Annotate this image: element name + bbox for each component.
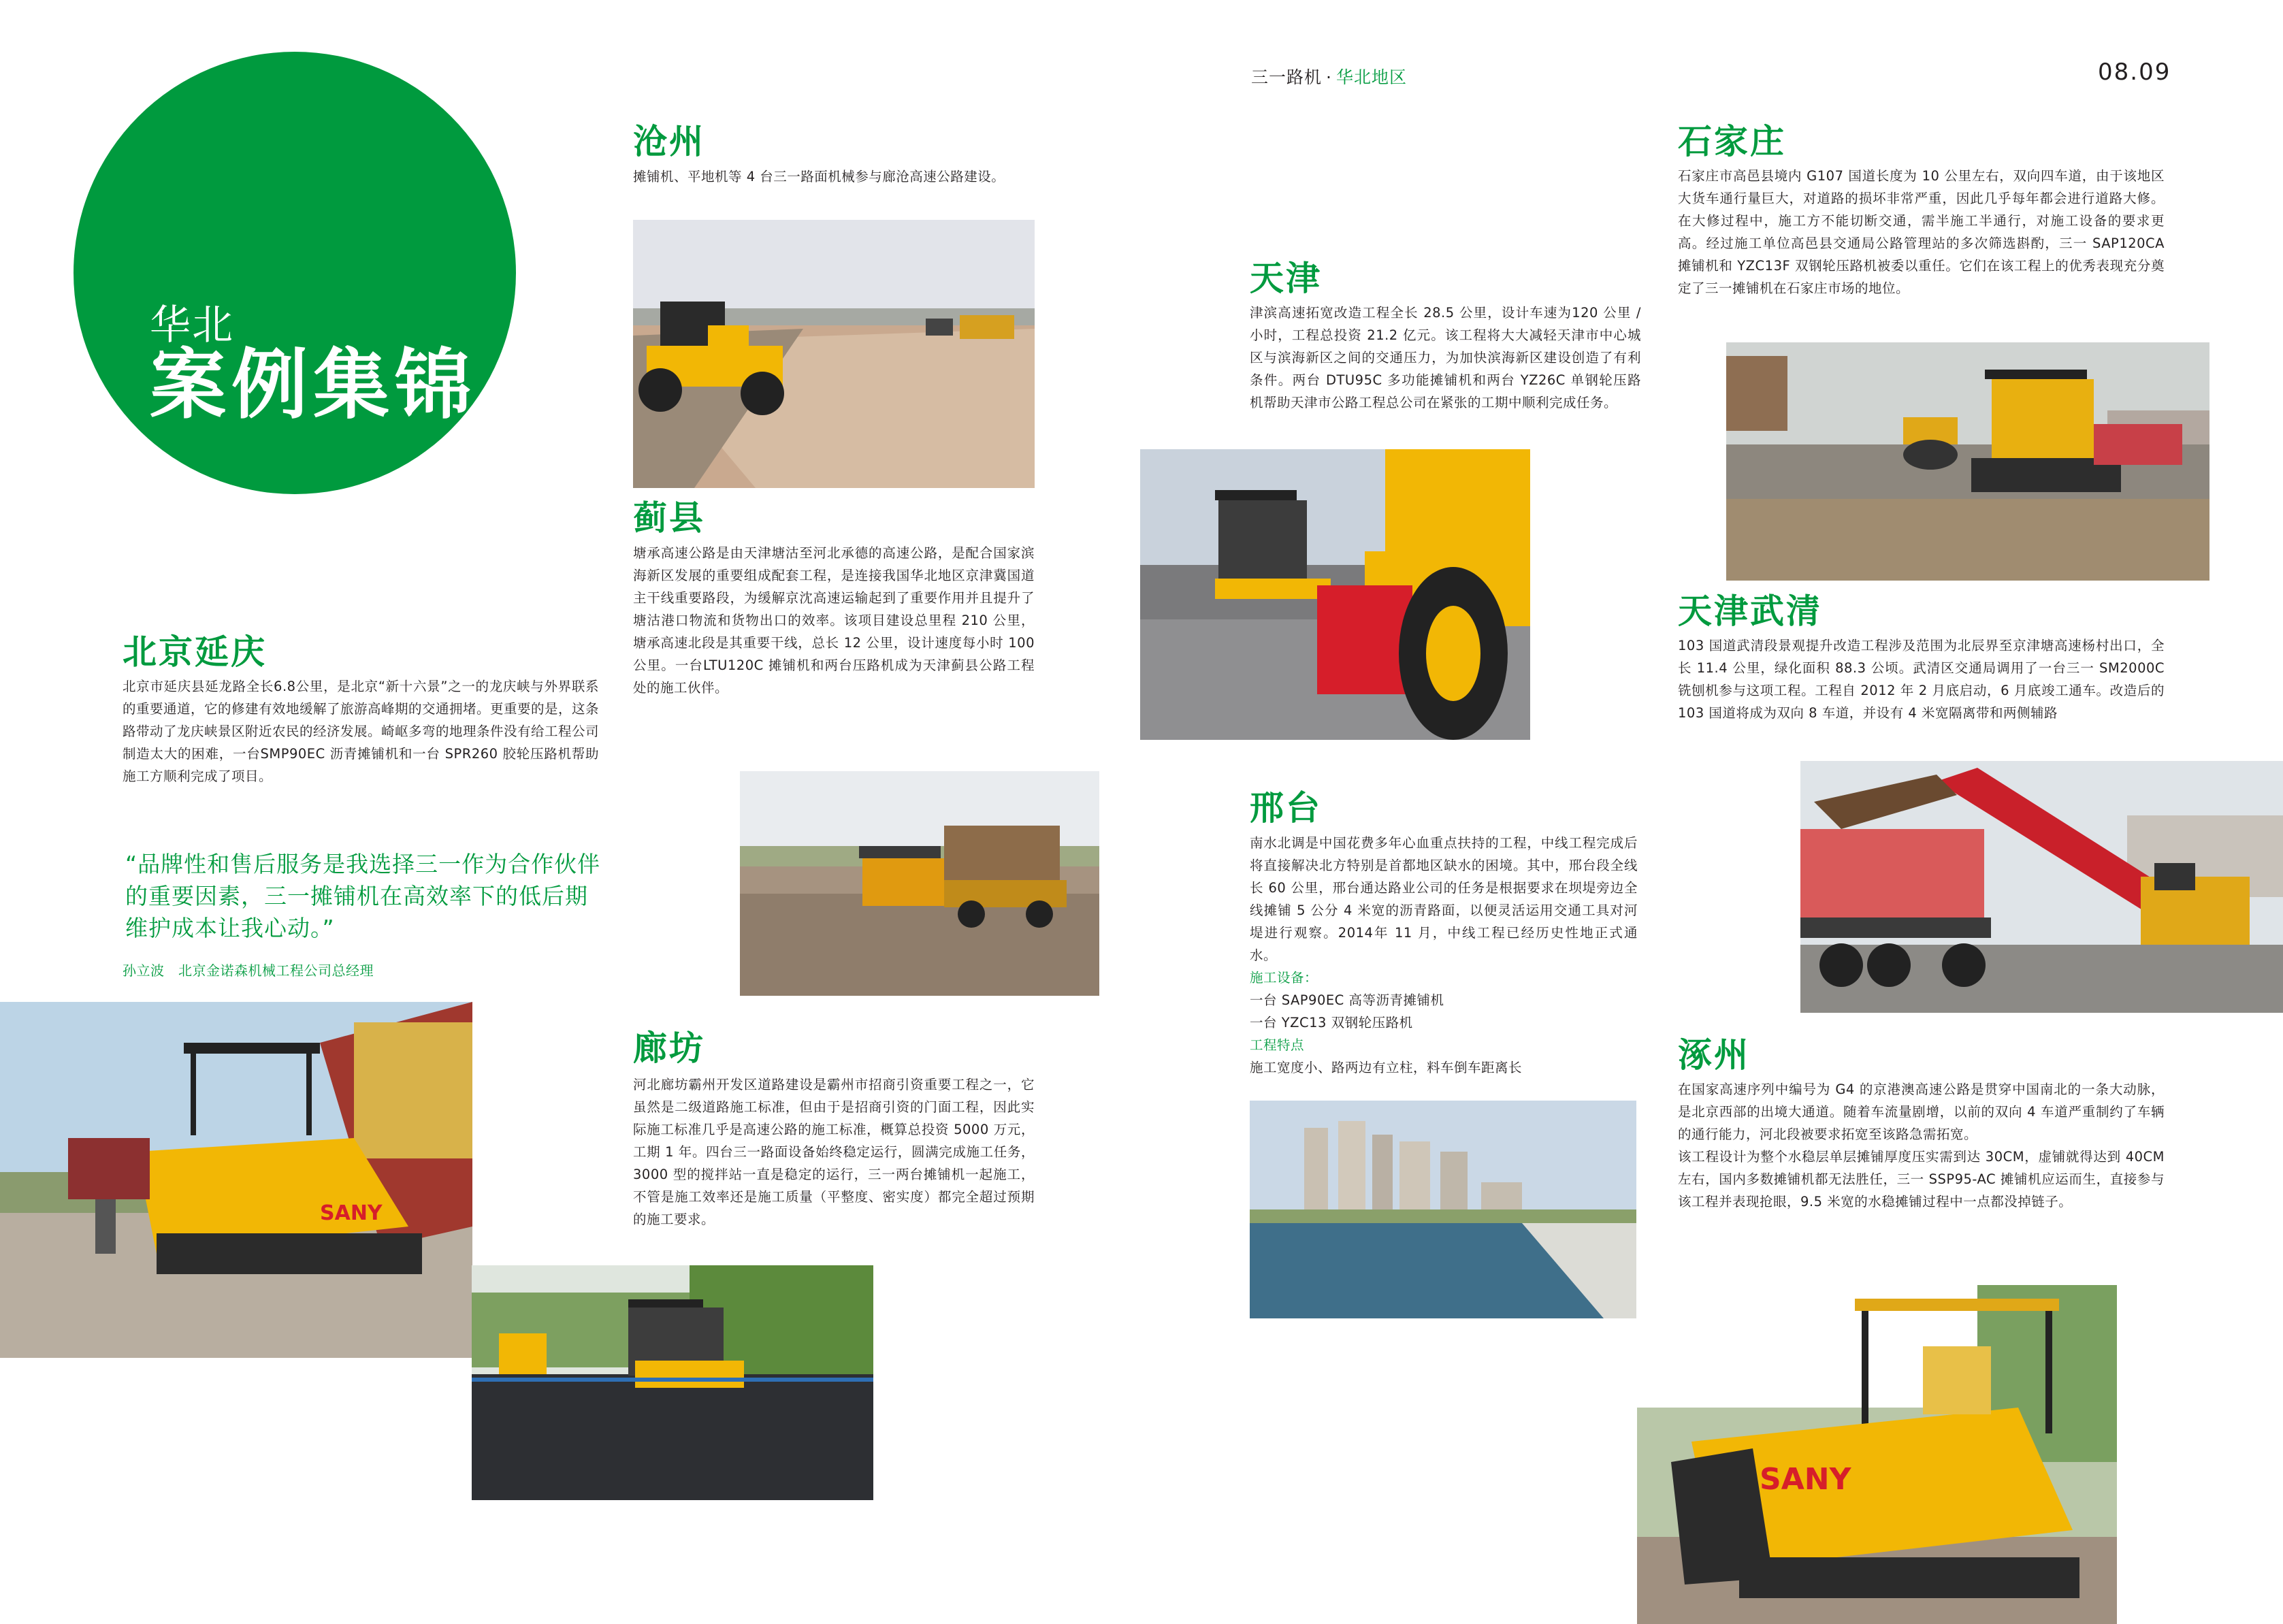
header-separator: · bbox=[1326, 67, 1332, 87]
body-beijing-yanqing: 北京市延庆县延龙路全长6.8公里，是北京“新十六景”之一的龙庆峡与外界联系的重要通道，它的修建有效地缓解了旅游高峰期的交通拥堵。更重要的是，这条路带动了龙庆峡景区附近农民的经济发展。崎岖多弯的地理条件没有给工程公司制造太大的困难，一台SMP90EC 沥青摊铺机和一台 SPR260 胶轮压路机帮助施工方顺利完成了项目。 bbox=[123, 679, 600, 784]
photo-cangzhou-grader bbox=[633, 220, 1035, 488]
heading-xingtai: 邢台 bbox=[1250, 788, 1322, 828]
customer-quote: “品牌性和售后服务是我选择三一作为合作伙伴的重要因素，三一摊铺机在高效率下的低后期维护成本让我心动。” bbox=[125, 851, 601, 941]
title-large: 案例集锦 bbox=[150, 341, 476, 429]
zhuozhou-paragraph-2: 该工程设计为整个水稳层单层摊铺厚度压实需到达 30CM，虚铺就得达到 40CM 左右，国内多数摊铺机都无法胜任，三一 SSP95-AC 摊铺机应运而生，直接参与该工程并表现抢眼，9.5 米宽的水稳摊铺过程中一点都没掉链子。 bbox=[1678, 1149, 2165, 1209]
photo-zhuozhou-paver bbox=[1637, 1285, 2117, 1624]
heading-jixian: 蓟县 bbox=[633, 498, 705, 538]
photo-beijing-paver bbox=[0, 1002, 472, 1358]
body-xingtai bbox=[1250, 832, 1638, 1079]
body-tianjin-wuqing: 103 国道武清段景观提升改造工程涉及范围为北辰界至京津塘高速杨村出口，全长 11.4 公里，绿化面积 88.3 公顷。武清区交通局调用了一台三一 SM2000C 铣刨机参与这项工程。工程自 2012 年 2 月底启动，6 月底竣工通车。改造后的 103 国道将成为双向 8 车道，并设有 4 米宽隔离带和两侧辅路 bbox=[1678, 638, 2165, 721]
heading-zhuozhou: 涿州 bbox=[1678, 1035, 1750, 1075]
quote-attribution: 孙立波 北京金诺森机械工程公司总经理 bbox=[123, 962, 374, 979]
header-series: 三一路机 bbox=[1251, 67, 1323, 87]
xingtai-equip-2: 一台 YZC13 双钢轮压路机 bbox=[1250, 1015, 1413, 1030]
heading-tianjin: 天津 bbox=[1250, 259, 1322, 298]
photo-shijiazhuang-paver bbox=[1726, 342, 2209, 581]
xingtai-feature-label: 工程特点 bbox=[1250, 1037, 1305, 1053]
body-cangzhou: 摊铺机、平地机等 4 台三一路面机械参与廊沧高速公路建设。 bbox=[633, 169, 1005, 184]
photo-tianjin-roller bbox=[1140, 449, 1530, 740]
zhuozhou-paragraph-1: 在国家高速序列中编号为 G4 的京港澳高速公路是贯穿中国南北的一条大动脉，是北京西部的出境大通道。随着车流量剧增，以前的双向 4 车道严重制约了车辆的通行能力，河北段被要求拓宽至该路急需拓宽。 bbox=[1678, 1082, 2165, 1142]
xingtai-equip-label: 施工设备： bbox=[1250, 970, 1318, 986]
xingtai-equip-1: 一台 SAP90EC 高等沥青摊铺机 bbox=[1250, 992, 1444, 1008]
circle-bottom-cut bbox=[68, 551, 531, 565]
photo-jixian-paver bbox=[740, 771, 1099, 996]
sany-logo-zhuozhou: SANY bbox=[1760, 1462, 1851, 1497]
heading-cangzhou: 沧州 bbox=[633, 122, 705, 161]
xingtai-paragraph: 南水北调是中国花费多年心血重点扶持的工程，中线工程完成后将直接解决北方特别是首都地区缺水的困境。其中，邢台段全线长 60 公里，邢台通达路业公司的任务是根据要求在坝堤旁边全线摊铺 5 公分 4 米宽的沥青路面，以便灵活运用交通工具对河堤进行观察。2014年 11 月，中线工程已经历史性地正式通水。 bbox=[1250, 835, 1638, 963]
photo-langfang-paving bbox=[472, 1265, 873, 1500]
body-zhuozhou bbox=[1678, 1078, 2165, 1213]
page-numbers: 08.09 bbox=[2098, 59, 2171, 86]
heading-tianjin-wuqing: 天津武清 bbox=[1678, 591, 1822, 631]
body-shijiazhuang: 石家庄市高邑县境内 G107 国道长度为 10 公里左右，双向四车道，由于该地区大货车通行量巨大，对道路的损坏非常严重，因此几乎每年都会进行道路大修。在大修过程中，施工方不能切断交通，需半施工半通行，对施工设备的要求更高。经过施工单位高邑县交通局公路管理站的多次筛选斟酌，三一 SAP120CA 摊铺机和 YZC13F 双钢轮压路机被委以重任。它们在该工程上的优秀表现充分奠定了三一摊铺机在石家庄市场的地位。 bbox=[1678, 168, 2165, 296]
body-jixian: 塘承高速公路是由天津塘沽至河北承德的高速公路，是配合国家滨海新区发展的重要组成配套工程，是连接我国华北地区京津冀国道主干线重要路段，为缓解京沈高速运输起到了重要作用并且提升了塘沽港口物流和货物出口的效率。该项目建设总里程 210 公里，塘承高速北段是其重要干线，总长 12 公里，设计速度每小时 100 公里。一台LTU120C 摊铺机和两台压路机成为天津蓟县公路工程处的施工伙伴。 bbox=[633, 545, 1035, 696]
running-header bbox=[1251, 64, 1407, 88]
heading-beijing-yanqing: 北京延庆 bbox=[123, 632, 267, 672]
heading-langfang: 廊坊 bbox=[633, 1028, 705, 1068]
header-region: 华北地区 bbox=[1335, 67, 1407, 87]
photo-wuqing-milling bbox=[1800, 761, 2283, 1013]
title-small: 华北 bbox=[150, 302, 234, 349]
body-tianjin: 津滨高速拓宽改造工程全长 28.5 公里，设计车速为120 公里 / 小时，工程总投资 21.2 亿元。该工程将大大减轻天津市中心城区与滨海新区之间的交通压力，为加快滨海新区建设创造了有利条件。两台 DTU95C 多功能摊铺机和两台 YZ26C 单钢轮压路机帮助天津市公路工程总公司在紧张的工期中顺利完成任务。 bbox=[1250, 305, 1641, 410]
heading-shijiazhuang: 石家庄 bbox=[1678, 122, 1786, 161]
photo-xingtai-canal bbox=[1250, 1101, 1636, 1318]
xingtai-feature: 施工宽度小、路两边有立柱，料车倒车距离长 bbox=[1250, 1060, 1523, 1075]
sany-logo-beijing: SANY bbox=[320, 1201, 383, 1225]
body-langfang: 河北廊坊霸州开发区道路建设是霸州市招商引资重要工程之一，它虽然是二级道路施工标准，但由于是招商引资的门面工程，因此实际施工标准几乎是高速公路的施工标准，概算总投资 5000 万元，工期 1 年。四台三一路面设备始终稳定运行，圆满完成施工任务，3000 型的搅拌站一直是稳定的运行，三一两台摊铺机一起施工，不管是施工效率还是施工质量（平整度、密实度）都完全超过预期的施工要求。 bbox=[633, 1077, 1035, 1227]
